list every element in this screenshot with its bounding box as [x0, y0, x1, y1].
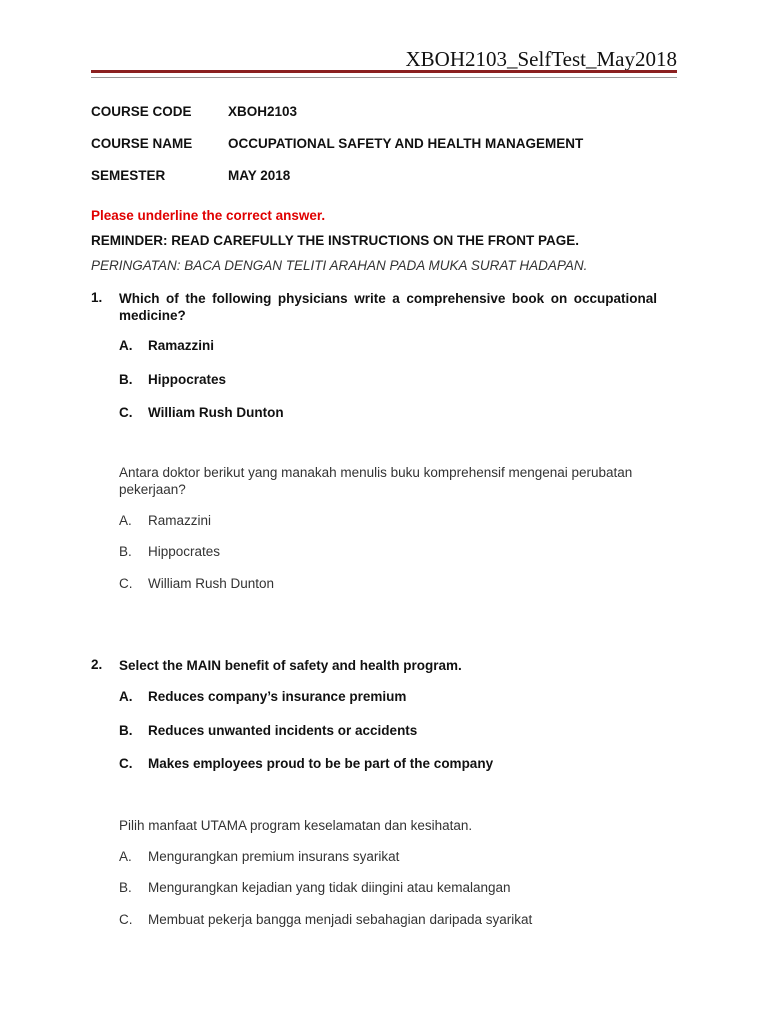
option-letter: A.	[119, 513, 132, 528]
question-1-translation-option-a	[119, 513, 211, 528]
header-divider	[91, 70, 677, 78]
option-letter: C.	[119, 912, 133, 927]
option-letter: B.	[119, 372, 133, 387]
option-text: Ramazzini	[148, 513, 212, 528]
underline-instruction: Please underline the correct answer.	[91, 208, 326, 223]
reminder-text: REMINDER: READ CAREFULLY THE INSTRUCTIONS ON THE FRONT PAGE.	[91, 233, 580, 248]
option-letter: A.	[119, 338, 133, 353]
question-2-option-b[interactable]	[119, 723, 417, 738]
course-name-label: COURSE NAME	[91, 136, 193, 151]
option-text: Mengurangkan premium insurans syarikat	[148, 849, 400, 864]
course-name-value: OCCUPATIONAL SAFETY AND HEALTH MANAGEMENT	[228, 136, 584, 151]
option-letter: A.	[119, 849, 132, 864]
course-code-row	[91, 104, 297, 119]
option-letter: C.	[119, 756, 133, 771]
course-name-row	[91, 136, 583, 151]
option-letter: C.	[119, 576, 133, 591]
semester-label: SEMESTER	[91, 168, 166, 183]
question-1-translation-option-b	[119, 544, 220, 559]
option-letter: B.	[119, 723, 133, 738]
question-1-text: Which of the following physicians write a comprehensive book on occupational medicine?	[119, 291, 657, 323]
question-1-option-a[interactable]	[119, 338, 214, 353]
question-2-option-c[interactable]	[119, 756, 493, 771]
option-text: Membuat pekerja bangga menjadi sebahagian daripada syarikat	[148, 912, 533, 927]
document-header-title: XBOH2103_SelfTest_May2018	[405, 47, 677, 71]
option-text: William Rush Dunton	[148, 405, 284, 420]
course-code-label: COURSE CODE	[91, 104, 192, 119]
question-1-translation: Antara doktor berikut yang manakah menulis buku komprehensif mengenai perubatan pekerjaan?	[119, 465, 633, 497]
question-1-option-b[interactable]	[119, 372, 226, 387]
option-letter: C.	[119, 405, 133, 420]
reminder-malay-text: PERINGATAN: BACA DENGAN TELITI ARAHAN PADA MUKA SURAT HADAPAN.	[91, 258, 588, 273]
question-1-number: 1.	[91, 290, 103, 305]
question-2-text: Select the MAIN benefit of safety and health program.	[119, 658, 462, 673]
option-text: Mengurangkan kejadian yang tidak diingini atau kemalangan	[148, 880, 511, 895]
option-text: Ramazzini	[148, 338, 215, 353]
question-2-number: 2.	[91, 657, 103, 672]
semester-value: MAY 2018	[228, 168, 291, 183]
option-letter: B.	[119, 544, 132, 559]
question-1-option-c[interactable]	[119, 405, 284, 420]
option-letter: B.	[119, 880, 132, 895]
question-2-option-a[interactable]	[119, 689, 406, 704]
option-letter: A.	[119, 689, 133, 704]
question-2-translation-option-c	[119, 912, 532, 927]
question-2-translation-option-b	[119, 880, 511, 895]
semester-row	[91, 168, 290, 183]
option-text: Hippocrates	[148, 372, 227, 387]
option-text: Reduces unwanted incidents or accidents	[148, 723, 418, 738]
course-code-value: XBOH2103	[228, 104, 298, 119]
option-text: Makes employees proud to be be part of the company	[148, 756, 494, 771]
question-1-translation-option-c	[119, 576, 274, 591]
question-2-translation: Pilih manfaat UTAMA program keselamatan dan kesihatan.	[119, 818, 473, 833]
option-text: Hippocrates	[148, 544, 221, 559]
option-text: William Rush Dunton	[148, 576, 275, 591]
question-2-translation-option-a	[119, 849, 399, 864]
option-text: Reduces company’s insurance premium	[148, 689, 407, 704]
